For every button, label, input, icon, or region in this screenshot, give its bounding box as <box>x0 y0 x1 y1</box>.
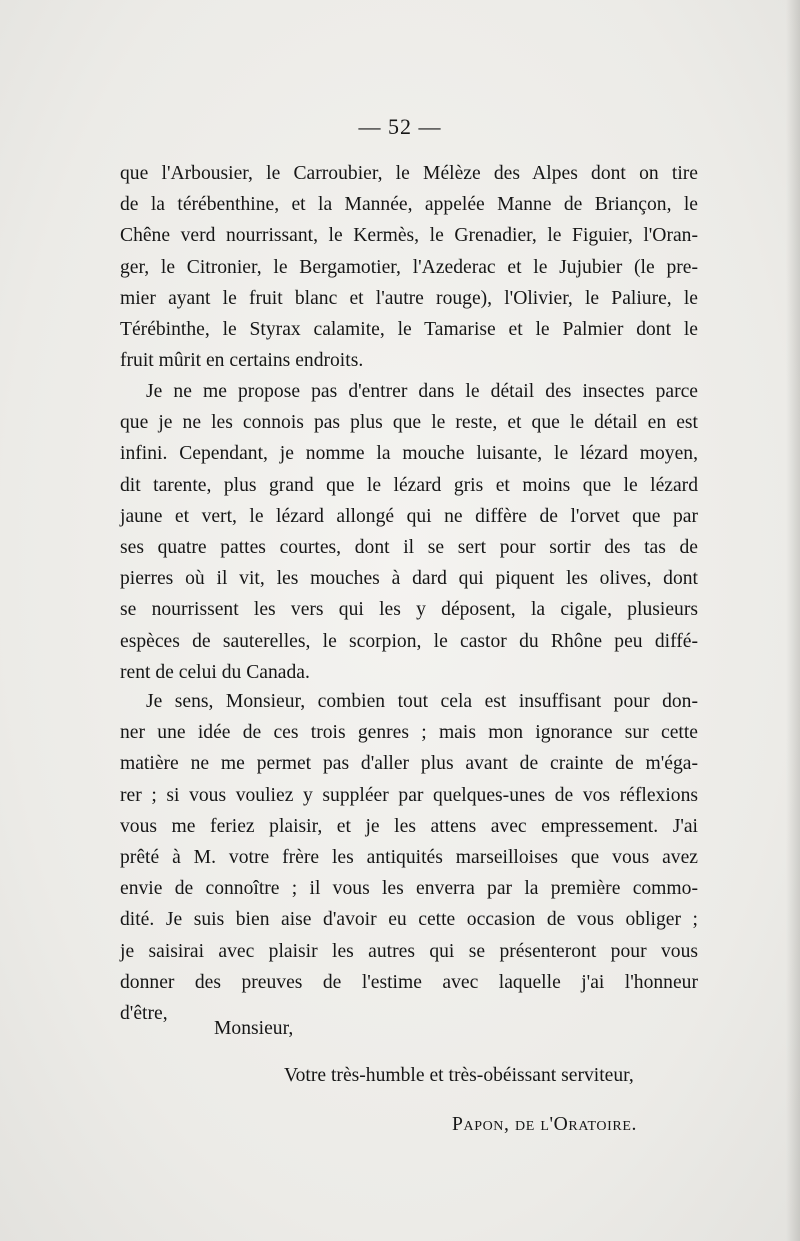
signature <box>452 1109 637 1140</box>
text-line: de la térébenthine, et la Mannée, appelée Manne de Briançon, le <box>120 194 698 216</box>
text-line: d'être, <box>120 1003 168 1025</box>
text-line: ger, le Citronier, le Bergamotier, l'Azederac et le Jujubier (le pre- <box>120 256 698 278</box>
text-line: dité. Je suis bien aise d'avoir eu cette occasion de vous obliger ; <box>120 909 698 931</box>
text-line: donner des preuves de l'estime avec laquelle j'ai l'honneur <box>120 971 698 993</box>
text-line: infini. Cependant, je nomme la mouche luisante, le lézard moyen, <box>120 443 698 465</box>
text-line: que je ne les connois pas plus que le reste, et que le détail en est <box>120 412 698 434</box>
text-line: fruit mûrit en certains endroits. <box>120 350 364 372</box>
text-line: ner une idée de ces trois genres ; mais mon ignorance sur cette <box>120 722 698 744</box>
signature-name: Papon, <box>452 1114 510 1135</box>
text-line: vous me feriez plaisir, et je les attens avec empressement. J'ai <box>120 815 698 837</box>
text-line: je saisirai avec plaisir les autres qui se présenteront pour vous <box>120 940 698 962</box>
valediction: Votre très-humble et très-obéissant serviteur, <box>284 1065 634 1086</box>
salutation: Monsieur, <box>214 1018 294 1039</box>
text-line: Je ne me propose pas d'entrer dans le détail des insectes parce <box>146 381 698 402</box>
text-line: rer ; si vous vouliez y suppléer par quelques-unes de vos réflexions <box>120 784 698 806</box>
text-line: Je sens, Monsieur, combien tout cela est insuffisant pour don- <box>146 691 698 712</box>
text-line: se nourrissent les vers qui les y déposent, la cigale, plusieurs <box>120 599 698 621</box>
text-line: dit tarente, plus grand que le lézard gris et moins que le lézard <box>120 474 698 496</box>
paragraph-trees <box>120 158 698 376</box>
text-line: jaune et vert, le lézard allongé qui ne diffère de l'orvet que par <box>120 505 698 527</box>
text-line: pierres où il vit, les mouches à dard qui piquent les olives, dont <box>120 568 698 590</box>
text-line: Térébinthe, le Styrax calamite, le Tamarise et le Palmier dont le <box>120 319 698 341</box>
text-line: mier ayant le fruit blanc et l'autre rouge), l'Olivier, le Paliure, le <box>120 287 698 309</box>
text-line: prêté à M. votre frère les antiquités marseilloises que vous avez <box>120 847 698 869</box>
text-line: que l'Arbousier, le Carroubier, le Mélèze des Alpes dont on tire <box>120 163 698 184</box>
paragraph-insects <box>120 376 698 688</box>
text-line: Chêne verd nourrissant, le Kermès, le Grenadier, le Figuier, l'Oran- <box>120 225 698 247</box>
text-line: espèces de sauterelles, le scorpion, le castor du Rhône peu diffé- <box>120 630 698 652</box>
page-edge-shadow <box>786 0 800 1241</box>
text-line: matière ne me permet pas d'aller plus avant de crainte de m'éga- <box>120 753 698 775</box>
text-line: envie de connoître ; il vous les enverra par la première commo- <box>120 878 698 900</box>
page-number: — 52 — <box>358 114 442 139</box>
paragraph-closing-remarks <box>120 686 698 1029</box>
text-line: rent de celui du Canada. <box>120 661 310 683</box>
signature-affiliation: de l'Oratoire. <box>515 1114 637 1135</box>
text-line: ses quatre pattes courtes, dont il se sert pour sortir des tas de <box>120 537 698 559</box>
